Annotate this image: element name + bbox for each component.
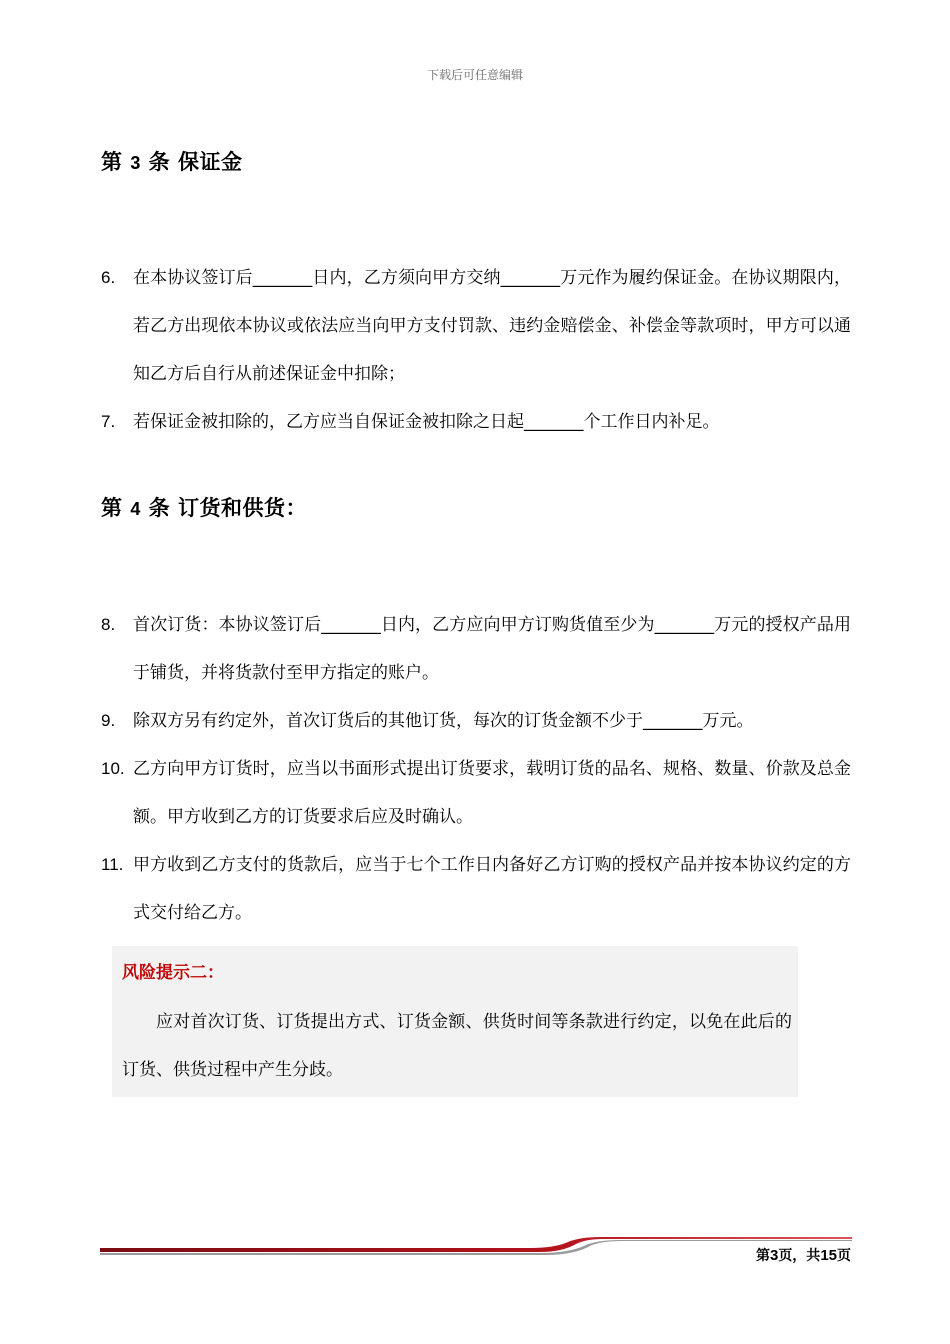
item-number: 11. (101, 855, 124, 874)
list-item (101, 745, 851, 841)
risk-note-title: 风险提示二： (122, 963, 224, 983)
item-text: 在本协议签订后_______日内，乙方须向甲方交纳_______万元作为履约保证金。在协议期限内，若乙方出现依本协议或依法应当向甲方支付罚款、违约金赔偿金、补偿金等款项时，甲方可以通知乙方后自行从前述保证金中扣除； (133, 268, 851, 384)
page-number (756, 1245, 851, 1265)
section3-list (101, 254, 851, 446)
current-page: 3 (769, 1247, 779, 1264)
heading-number: 3 (130, 153, 141, 173)
list-item (101, 254, 851, 398)
heading-number: 4 (130, 499, 141, 519)
total-pages: 15 (820, 1247, 837, 1264)
section4-list (101, 601, 851, 937)
heading-prefix: 第 (101, 150, 123, 174)
risk-note-body: 应对首次订货、订货提出方式、订货金额、供货时间等条款进行约定，以免在此后的订货、供货过程中产生分歧。 (122, 1012, 792, 1080)
header-note: 下载后可任意编辑 (426, 68, 523, 82)
heading-title: 条 订货和供货： (148, 496, 307, 520)
item-number: 7. (101, 412, 116, 431)
heading-prefix: 第 (101, 496, 123, 520)
item-text: 除双方另有约定外，首次订货后的其他订货，每次的订货金额不少于_______万元。 (133, 711, 754, 731)
page-suffix: 页 (837, 1248, 851, 1264)
item-number: 8. (101, 615, 116, 634)
list-item (101, 398, 851, 446)
item-number: 10. (101, 759, 125, 778)
section-heading-3 (101, 146, 242, 176)
list-item (101, 697, 851, 745)
list-item (101, 841, 851, 937)
item-text: 首次订货：本协议签订后_______日内，乙方应向甲方订购货值至少为_______万元的授权产品用于铺货，并将货款付至甲方指定的账户。 (133, 615, 851, 683)
footer-swoosh-icon (100, 1236, 852, 1258)
page-prefix: 第 (755, 1248, 770, 1264)
item-text: 甲方收到乙方支付的货款后，应当于七个工作日内备好乙方订购的授权产品并按本协议约定的方式交付给乙方。 (133, 855, 851, 923)
item-number: 9. (101, 711, 116, 730)
item-text: 乙方向甲方订货时，应当以书面形式提出订货要求，载明订货的品名、规格、数量、价款及总金额。甲方收到乙方的订货要求后应及时确认。 (133, 759, 851, 827)
heading-title: 条 保证金 (148, 150, 243, 174)
section-heading-4 (101, 492, 307, 522)
item-number: 6. (101, 268, 116, 287)
risk-note-box (112, 946, 798, 1097)
list-item (101, 601, 851, 697)
page-mid: 页，共 (778, 1248, 821, 1264)
item-text: 若保证金被扣除的，乙方应当自保证金被扣除之日起_______个工作日内补足。 (133, 412, 720, 432)
